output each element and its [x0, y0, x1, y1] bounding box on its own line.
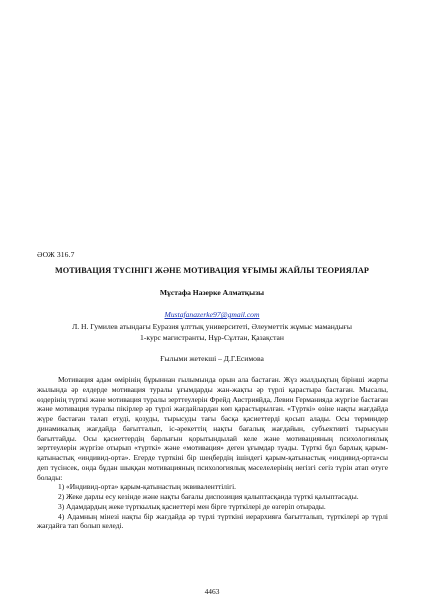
udc-code: ӘОЖ 316.7 — [37, 250, 75, 259]
affiliation — [37, 322, 387, 343]
affiliation-line: 1-курс магистранты, Нұр-Сұлтан, Қазақстан — [140, 332, 284, 342]
body-paragraph: Мотивация адам өмірінің бұрыннан ғылымында орын ала бастаған. Жүз жылдықтың бірінші жарты жылында әр елдерде мотивация туралы ұғымдарды жан-жақты әр түрлі қарастыра бастаған. Мысалы, өздерінің түрткі және мотивация туралы зерттеулерін Фрейд Австрияйда, Левин Германияда жүргізе бастаған және мотивация туралы пікірлер әр түрлі жағдайлардан көп қарастырылған. «Түрткі» өзіне нақты жағдайда жүре бастаған талап етуді, қозуды, тырысуды тағы басқа қасиеттерді қосып алады. Осы терминдер динамикалық жағдайда бағытталып, іс-әрекеттің нақты бағалық жағдайын, субъективті тырысуын бағыттайды. Осы қасиеттердің барлығын қорытындылай келе және мотивацияның психологиялық зерттеулерін жүргізе отырып «түрткі» және «мотивация» деген ұғымдар туады. Түрткі бұл барлық қарым-қатынастық «индивид-орта». Егерде түрткіні бір шеңбердің ішіндегі қарым-қатынастық «индивид-орта»сы деп түсінсек, онда бұдан шыққан мотивацияның психологиялық мәселелерінің негізгі сегіз түрін атап өтуге болады: — [37, 375, 388, 482]
author-email-link[interactable]: Mustafanazerke97@gmail.com — [164, 310, 260, 319]
page-number: 4463 — [204, 587, 220, 596]
list-item: 4) Адамның мінезі нақты бір жағдайда әр түрлі түрткіні иерархияға бағытталып, түрткілері әр түрлі жағдайға тап болып келеді. — [37, 511, 388, 531]
supervisor: Ғылыми жетекші – Д.Г.Есимова — [160, 354, 264, 363]
article-body — [37, 375, 388, 531]
author-name: Мұстафа Назерке Алматқызы — [159, 288, 265, 297]
article-title: МОТИВАЦИЯ ТҮСІНІГІ ЖӘНЕ МОТИВАЦИЯ ҰҒЫМЫ ЖАЙЛЫ ТЕОРИЯЛАР — [54, 266, 370, 275]
list-item: 1) «Индивид-орта» қарым-қатынастың эквиваленттілігі. — [58, 482, 237, 492]
list-item: 2) Жеке дарлы есу кезінде және нақты бағалы диспозиция қалыптасқанда түрткі қалыптасады. — [58, 492, 359, 501]
affiliation-line: Л. Н. Гумилев атындағы Еуразия ұлттық университеті, Әлеуметтік жұмыс мамандығы — [72, 322, 352, 331]
list-item: 3) Адамдардың жеке түрткылық қасиеттері мен бірге түрткілері де өзгеріп отырады. — [58, 501, 326, 511]
